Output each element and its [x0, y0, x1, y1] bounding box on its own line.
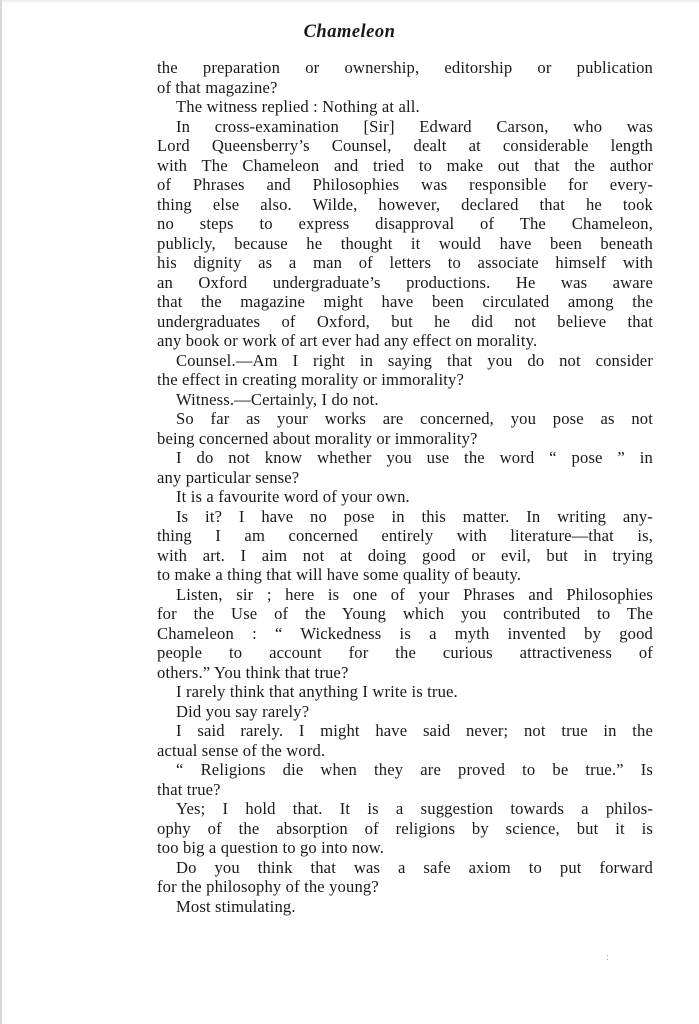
text-line: “ Religions die when they are proved to be true.” Is: [176, 760, 653, 779]
text-line: Did you say rarely?: [176, 701, 310, 721]
text-line: Do you think that was a safe axiom to put forward: [176, 857, 653, 877]
text-line: for the philosophy of the young?: [157, 877, 379, 896]
text-line: his dignity as a man of letters to associate himself with: [157, 253, 653, 272]
text-line: thing I am concerned entirely with literature—that is,: [157, 526, 653, 545]
text-line: of Phrases and Philosophies was responsible for every-: [157, 175, 653, 194]
text-line: an Oxford undergraduate’s productions. He was aware: [157, 272, 653, 292]
text-line: I do not know whether you use the word “ pose ” in: [176, 448, 653, 467]
text-line: the preparation or ownership, editorship or publication: [157, 58, 653, 77]
text-line: I said rarely. I might have said never; not true in the: [176, 721, 653, 740]
text-line: of that magazine?: [157, 77, 278, 97]
text-line: Yes; I hold that. It is a suggestion towards a philos-: [176, 799, 653, 818]
text-line: Most stimulating.: [176, 896, 296, 916]
page-top-shadow: [0, 0, 699, 3]
scan-mark: :: [606, 952, 609, 963]
text-line: So far as your works are concerned, you pose as not: [176, 409, 653, 428]
text-line: with The Chameleon and tried to make out that the author: [157, 155, 653, 175]
text-line: The witness replied : Nothing at all.: [176, 97, 420, 116]
text-line: any particular sense?: [157, 467, 300, 487]
text-line: ophy of the absorption of religions by science, but it is: [157, 818, 653, 838]
text-line: thing else also. Wilde, however, declared that he took: [157, 194, 653, 214]
text-line: actual sense of the word.: [157, 740, 326, 760]
text-line: Listen, sir ; here is one of your Phrases and Philosophies: [176, 584, 653, 604]
text-line: the effect in creating morality or immorality?: [157, 370, 465, 389]
text-line: Is it? I have no pose in this matter. In writing any-: [176, 506, 653, 526]
text-line: people to account for the curious attractiveness of: [157, 643, 653, 662]
text-line: for the Use of the Young which you contributed to The: [157, 604, 653, 623]
text-line: being concerned about morality or immorality?: [157, 428, 478, 448]
text-line: Counsel.—Am I right in saying that you do not consider: [176, 350, 653, 370]
text-line: In cross-examination [Sir] Edward Carson, who was: [176, 116, 653, 136]
text-line: no steps to express disapproval of The Chameleon,: [157, 214, 653, 233]
text-line: others.” You think that true?: [157, 662, 349, 682]
running-head: Chameleon: [303, 22, 396, 42]
text-line: Chameleon : “ Wickedness is a myth invented by good: [157, 623, 653, 643]
text-line: publicly, because he thought it would have been beneath: [157, 233, 653, 253]
text-line: to make a thing that will have some quality of beauty.: [157, 565, 522, 584]
body-text: [157, 58, 653, 916]
text-line: I rarely think that anything I write is true.: [176, 682, 458, 701]
text-line: any book or work of art ever had any effect on morality.: [157, 331, 538, 350]
text-line: Witness.—Certainly, I do not.: [176, 389, 379, 409]
text-line: that the magazine might have been circulated among the: [157, 292, 653, 311]
text-line: Lord Queensberry’s Counsel, dealt at considerable length: [157, 136, 653, 155]
text-line: undergraduates of Oxford, but he did not believe that: [157, 311, 653, 331]
text-line: that true?: [157, 779, 221, 799]
page-left-edge: [0, 0, 2, 1024]
text-line: with art. I aim not at doing good or evil, but in trying: [157, 545, 653, 565]
text-line: It is a favourite word of your own.: [176, 487, 410, 506]
text-line: too big a question to go into now.: [157, 838, 385, 857]
